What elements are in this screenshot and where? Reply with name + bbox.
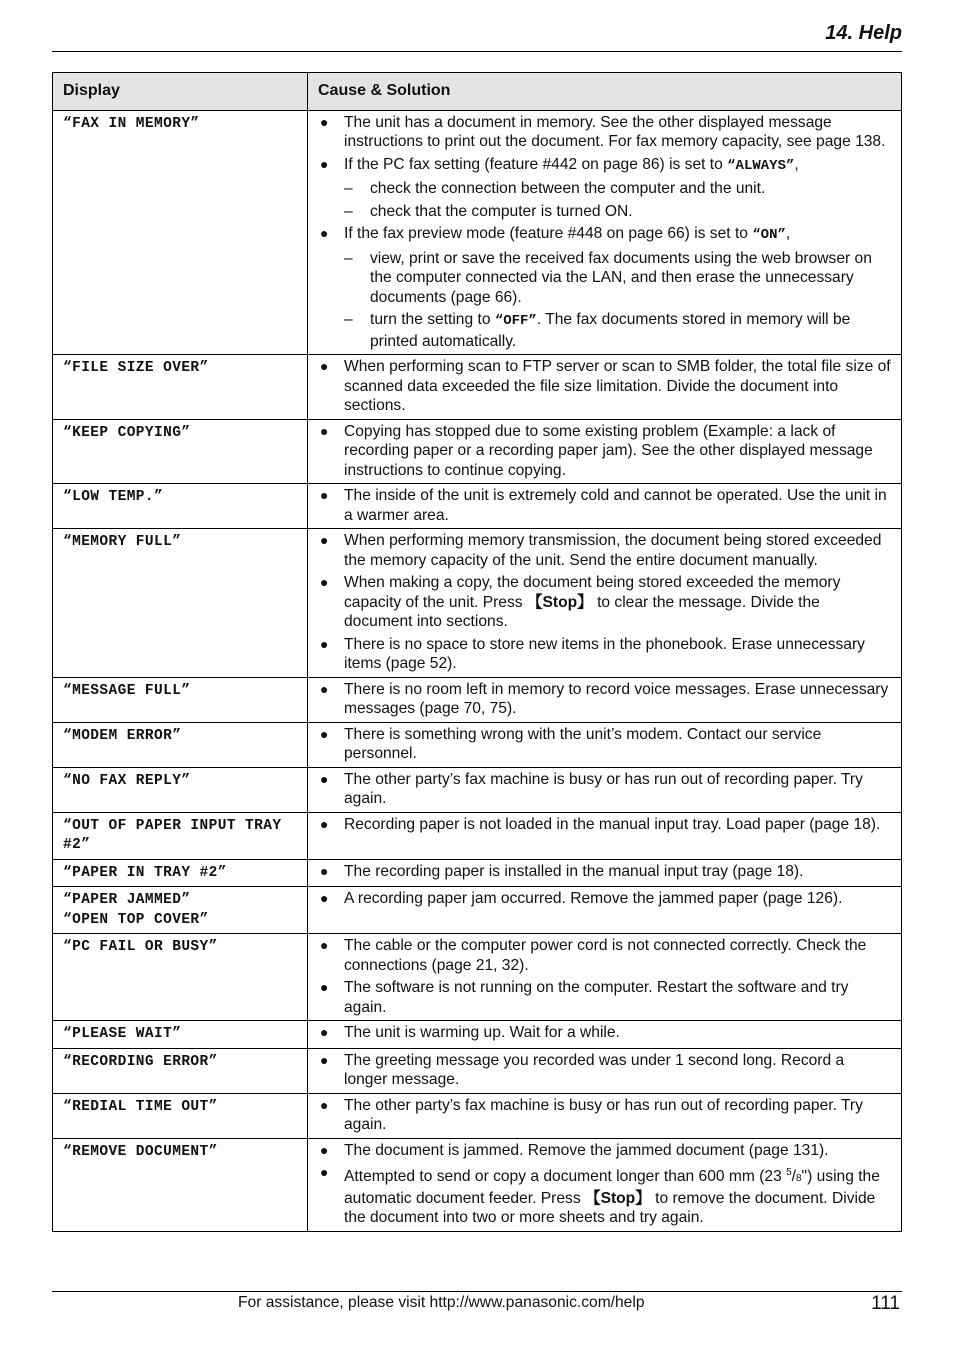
- sub-item: [344, 179, 891, 199]
- solution-list: [318, 1051, 891, 1090]
- solution-text: The inside of the unit is extremely cold and cannot be operated. Use the unit in a warmer area.: [344, 487, 887, 524]
- display-message: “PC FAIL OR BUSY”: [53, 934, 308, 1021]
- bullet-icon: ●: [320, 358, 329, 374]
- dash-icon: –: [344, 180, 353, 197]
- setting-value: “ON”: [752, 227, 786, 243]
- solution-cell: [308, 1093, 902, 1138]
- solution-item: [318, 815, 891, 835]
- dash-icon: –: [344, 202, 353, 220]
- bullet-icon: ●: [320, 635, 329, 652]
- page-number: 111: [871, 1293, 900, 1314]
- help-table: [52, 72, 902, 1232]
- solution-cell: [308, 677, 902, 722]
- bullet-icon: ●: [320, 113, 329, 130]
- solution-text: The document is jammed. Remove the jammed document (page 131).: [344, 1141, 829, 1159]
- solution-text: There is no room left in memory to record voice messages. Erase unnecessary messages (page 70, 75).: [344, 680, 889, 717]
- sub-text: check the connection between the computer and the unit.: [370, 180, 766, 197]
- bullet-icon: ●: [320, 890, 329, 906]
- bullet-icon: ●: [320, 1096, 329, 1113]
- solution-list: [318, 531, 891, 674]
- solution-item: [318, 936, 891, 975]
- bullet-icon: ●: [320, 1141, 329, 1158]
- solution-text: ") using the automatic document feeder. Press: [344, 1168, 880, 1207]
- solution-text: ,: [785, 225, 791, 242]
- sub-text: . The fax documents stored in memory will be printed automatically.: [370, 311, 851, 350]
- solution-cell: [308, 110, 902, 355]
- solution-list: [318, 1023, 891, 1043]
- table-row: [53, 767, 902, 812]
- bullet-icon: ●: [320, 1024, 329, 1040]
- solution-text: When performing memory transmission, the document being stored exceeded the memory capacity of the unit. Send the entire document manually.: [344, 532, 882, 569]
- table-row: [53, 722, 902, 767]
- sub-item: [344, 249, 891, 308]
- footer-assistance-text: For assistance, please visit http://www.panasonic.com/help: [238, 1294, 645, 1311]
- solution-cell: [308, 859, 902, 887]
- bullet-icon: ●: [320, 725, 329, 742]
- bullet-icon: ●: [320, 680, 329, 697]
- solution-list: [318, 422, 891, 481]
- display-message: “FILE SIZE OVER”: [53, 355, 308, 420]
- dash-icon: –: [344, 311, 353, 328]
- bullet-icon: ●: [320, 862, 329, 879]
- solution-list: [318, 815, 891, 835]
- solution-cell: [308, 722, 902, 767]
- table-row: [53, 110, 902, 355]
- stop-key: 【Stop】: [526, 593, 593, 611]
- section-title: 14. Help: [825, 22, 902, 44]
- bullet-icon: ●: [320, 815, 329, 832]
- solution-item: [318, 155, 891, 222]
- sub-list: [344, 249, 891, 352]
- solution-list: [318, 357, 891, 416]
- bullet-icon: ●: [320, 1051, 329, 1068]
- table-row: [53, 1021, 902, 1049]
- solution-text: If the fax preview mode (feature #448 on page 66) is set to: [344, 225, 753, 242]
- solution-cell: [308, 355, 902, 420]
- solution-list: [318, 1141, 891, 1228]
- dash-icon: –: [344, 249, 353, 267]
- table-header-row: [53, 73, 902, 111]
- display-message: “PAPER IN TRAY #2”: [53, 859, 308, 887]
- solution-text: Copying has stopped due to some existing problem (Example: a lack of recording paper or a recording paper jam). See the other displayed message instructions to continue copying.: [344, 422, 873, 479]
- table-row: [53, 934, 902, 1021]
- setting-value: “OFF”: [494, 313, 537, 329]
- table-row: [53, 812, 902, 859]
- sub-text: turn the setting to: [370, 311, 495, 328]
- solution-list: [318, 936, 891, 1017]
- display-message: “MESSAGE FULL”: [53, 677, 308, 722]
- display-message: “NO FAX REPLY”: [53, 767, 308, 812]
- solution-text: When making a copy, the document being stored exceeded the memory capacity of the unit. Press: [344, 574, 841, 611]
- solution-list: [318, 113, 891, 352]
- solution-list: [318, 770, 891, 809]
- solution-text: The other party’s fax machine is busy or has run out of recording paper. Try again.: [344, 1096, 863, 1133]
- solution-cell: [308, 887, 902, 934]
- column-header-display: Display: [53, 73, 308, 111]
- solution-text: The unit is warming up. Wait for a while.: [344, 1024, 620, 1041]
- solution-text: Recording paper is not loaded in the manual input tray. Load paper (page 18).: [344, 815, 881, 833]
- column-header-solution: Cause & Solution: [308, 73, 902, 111]
- fraction-slash: /: [791, 1168, 796, 1186]
- table-row: [53, 1093, 902, 1138]
- solution-text: to clear the message. Divide the document into sections.: [344, 593, 820, 630]
- solution-item: [318, 224, 891, 351]
- solution-text: A recording paper jam occurred. Remove the jammed paper (page 126).: [344, 890, 843, 907]
- solution-text: If the PC fax setting (feature #442 on page 86) is set to: [344, 155, 728, 173]
- fraction-denominator: 8: [795, 1173, 802, 1185]
- sub-item: [344, 310, 891, 351]
- solution-cell: [308, 1048, 902, 1093]
- solution-cell: [308, 934, 902, 1021]
- solution-text: The unit has a document in memory. See the other displayed message instructions to print out the document. For fax memory capacity, see page 138.: [344, 113, 886, 150]
- solution-item: [318, 862, 891, 882]
- table-row: [53, 677, 902, 722]
- bullet-icon: ●: [320, 937, 329, 953]
- sub-item: [344, 202, 891, 222]
- solution-item: [318, 486, 891, 525]
- display-message: “MODEM ERROR”: [53, 722, 308, 767]
- solution-cell: [308, 812, 902, 859]
- fraction-numerator: 5: [786, 1167, 792, 1178]
- bullet-icon: ●: [320, 422, 329, 439]
- sub-text: view, print or save the received fax documents using the web browser on the computer connected via the LAN, and then erase the unnecessary documents (page 66).: [370, 249, 872, 306]
- solution-list: [318, 1096, 891, 1135]
- solution-cell: [308, 419, 902, 484]
- solution-text: The cable or the computer power cord is not connected correctly. Check the connections (page 21, 32).: [344, 937, 867, 974]
- solution-item: [318, 1051, 891, 1090]
- bullet-icon: ●: [320, 532, 329, 548]
- solution-text: Attempted to send or copy a document longer than 600 mm (23: [344, 1168, 787, 1186]
- solution-cell: [308, 767, 902, 812]
- solution-item: [318, 635, 891, 674]
- solution-item: [318, 357, 891, 416]
- solution-text: When performing scan to FTP server or scan to SMB folder, the total file size of scanned data exceeded the file size limitation. Divide the document into sections.: [344, 358, 891, 414]
- table-row: [53, 419, 902, 484]
- sub-list: [344, 179, 891, 221]
- solution-item: [318, 1141, 891, 1161]
- setting-value: “ALWAYS”: [727, 157, 795, 174]
- bullet-icon: ●: [320, 770, 329, 787]
- solution-list: [318, 486, 891, 525]
- solution-item: [318, 978, 891, 1017]
- solution-list: [318, 862, 891, 882]
- solution-cell: [308, 1021, 902, 1049]
- table-row: [53, 529, 902, 678]
- solution-list: [318, 680, 891, 719]
- stop-key: 【Stop】: [584, 1189, 651, 1207]
- display-message: “PAPER JAMMED” “OPEN TOP COVER”: [53, 887, 308, 934]
- display-message: “PLEASE WAIT”: [53, 1021, 308, 1049]
- bullet-icon: ●: [320, 225, 329, 241]
- bullet-icon: ●: [320, 574, 329, 590]
- display-message: “MEMORY FULL”: [53, 529, 308, 678]
- solution-text: The other party’s fax machine is busy or has run out of recording paper. Try again.: [344, 770, 863, 807]
- solution-item: [318, 113, 891, 152]
- display-message: “OUT OF PAPER INPUT TRAY #2”: [53, 812, 308, 859]
- table-row: [53, 355, 902, 420]
- solution-item: [318, 422, 891, 481]
- table-row: [53, 1048, 902, 1093]
- bullet-icon: ●: [320, 155, 329, 172]
- solution-text: The recording paper is installed in the manual input tray (page 18).: [344, 862, 804, 880]
- table-row: [53, 887, 902, 934]
- sub-text: check that the computer is turned ON.: [370, 202, 633, 220]
- solution-cell: [308, 484, 902, 529]
- display-message: “REMOVE DOCUMENT”: [53, 1138, 308, 1231]
- solution-item: [318, 770, 891, 809]
- solution-item: [318, 725, 891, 764]
- solution-cell: [308, 1138, 902, 1231]
- bullet-icon: ●: [320, 1164, 329, 1180]
- display-message: “KEEP COPYING”: [53, 419, 308, 484]
- display-message: “LOW TEMP.”: [53, 484, 308, 529]
- solution-text: There is no space to store new items in the phonebook. Erase unnecessary items (page 52).: [344, 635, 865, 672]
- solution-text: to remove the document. Divide the document into two or more sheets and try again.: [344, 1189, 876, 1227]
- table-row: [53, 484, 902, 529]
- solution-text: ,: [794, 155, 799, 173]
- solution-text: The greeting message you recorded was under 1 second long. Record a longer message.: [344, 1051, 845, 1088]
- solution-list: [318, 725, 891, 764]
- solution-item: [318, 889, 891, 909]
- solution-text: The software is not running on the computer. Restart the software and try again.: [344, 979, 849, 1016]
- solution-item: [318, 1163, 891, 1228]
- table-row: [53, 1138, 902, 1231]
- solution-item: [318, 1023, 891, 1043]
- display-message: “FAX IN MEMORY”: [53, 110, 308, 355]
- solution-cell: [308, 529, 902, 678]
- display-message: “REDIAL TIME OUT”: [53, 1093, 308, 1138]
- solution-item: [318, 680, 891, 719]
- table-row: [53, 859, 902, 887]
- solution-item: [318, 573, 891, 632]
- display-message: “RECORDING ERROR”: [53, 1048, 308, 1093]
- bullet-icon: ●: [320, 487, 329, 503]
- solution-item: [318, 531, 891, 570]
- solution-list: [318, 889, 891, 909]
- solution-text: There is something wrong with the unit’s modem. Contact our service personnel.: [344, 725, 822, 762]
- header-divider: [52, 51, 902, 52]
- footer-divider: [52, 1291, 902, 1292]
- bullet-icon: ●: [320, 979, 329, 995]
- solution-item: [318, 1096, 891, 1135]
